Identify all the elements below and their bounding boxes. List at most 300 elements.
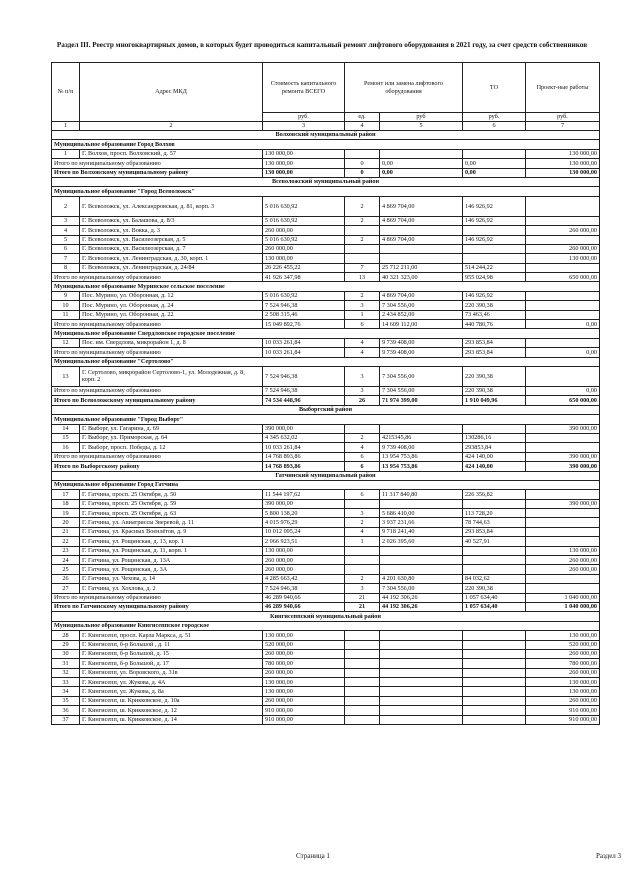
section-label: Раздел 3 — [596, 852, 622, 860]
table-row — [52, 546, 600, 555]
to-cell — [463, 424, 526, 433]
units-cell: 2 — [345, 518, 380, 527]
project-cell: 260 000,00 — [526, 244, 600, 253]
district-name: Всеволожский муниципальный район — [52, 177, 600, 186]
lift-cell — [380, 659, 463, 668]
lift-cell: 4 869 704,00 — [380, 196, 463, 216]
to-cell: 293 853,84 — [463, 527, 526, 536]
row-number: 19 — [52, 509, 80, 518]
units-cell — [345, 546, 380, 555]
table-row — [52, 149, 600, 158]
lift-cell: 9 739 408,00 — [380, 348, 463, 357]
lift-cell: 9 718 241,40 — [380, 527, 463, 536]
address-cell: Г. Сертолово, микрорайон Сертолово-1, ул. Молодежная, д. 8, корп. 2 — [80, 366, 263, 386]
lift-cell: 0,00 — [380, 159, 463, 168]
project-cell: 130 000,00 — [526, 687, 600, 696]
row-number: 27 — [52, 584, 80, 593]
project-cell: 130 000,00 — [526, 159, 600, 168]
cost-cell: 10 033 261,84 — [263, 443, 345, 452]
project-cell: 260 000,00 — [526, 696, 600, 705]
row-number: 21 — [52, 527, 80, 536]
table-row — [52, 254, 600, 263]
total-label: Итого по муниципальному образованию — [52, 273, 263, 282]
lift-cell: 13 954 753,86 — [380, 452, 463, 461]
address-cell: Г. Гатчина, просп. 25 Октября, д. 63 — [80, 509, 263, 518]
lift-cell — [380, 556, 463, 565]
cost-cell: 10 033 261,84 — [263, 348, 345, 357]
table-row — [52, 301, 600, 310]
units-cell: 21 — [345, 602, 380, 611]
lift-cell: 4 869 704,00 — [380, 216, 463, 225]
to-cell: 1 057 634,40 — [463, 593, 526, 602]
row-number: 11 — [52, 310, 80, 319]
row-number: 3 — [52, 216, 80, 225]
municipality-header-row — [52, 140, 600, 149]
units-cell — [345, 226, 380, 235]
lift-cell — [380, 668, 463, 677]
to-cell: 220 390,38 — [463, 386, 526, 395]
lift-cell: 5 686 410,00 — [380, 509, 463, 518]
municipality-name: Муниципальное образование Свердловское городское поселение — [52, 329, 600, 338]
project-cell: 390 000,00 — [526, 462, 600, 471]
row-number: 31 — [52, 659, 80, 668]
units-cell: 6 — [345, 320, 380, 329]
to-cell: 424 140,00 — [463, 462, 526, 471]
units-cell — [345, 565, 380, 574]
lift-cell — [380, 706, 463, 715]
cost-cell: 15 049 892,76 — [263, 320, 345, 329]
total-label: Итого по Волховскому муниципальному району — [52, 168, 263, 177]
lift-cell: 4 201 630,80 — [380, 574, 463, 583]
project-cell: 390 000,00 — [526, 424, 600, 433]
district-header-row — [52, 405, 600, 414]
document-title: Раздел III. Реестр многоквартирных домов, в которых будет проводиться капитальный ремонт лифтового оборудования в 2021 году, за счет средств собственников — [56, 41, 588, 49]
table-row — [52, 518, 600, 527]
cost-cell: 10 033 261,84 — [263, 338, 345, 347]
total-label: Итого по муниципальному образованию — [52, 348, 263, 357]
project-cell: 260 000,00 — [526, 226, 600, 235]
project-cell: 130 000,00 — [526, 149, 600, 158]
cost-cell: 390 000,00 — [263, 424, 345, 433]
municipality-name: Муниципальное образование Город Волхов — [52, 140, 600, 149]
address-cell: Пос. Мурино, ул. Оборонная, д. 12 — [80, 291, 263, 300]
cost-cell: 41 926 347,98 — [263, 273, 345, 282]
to-cell: 0,00 — [463, 168, 526, 177]
lift-cell: 3 937 231,66 — [380, 518, 463, 527]
table-row — [52, 443, 600, 452]
registry-body — [52, 131, 600, 725]
total-label: Итого по муниципальному образованию — [52, 452, 263, 461]
units-cell: 3 — [345, 584, 380, 593]
to-cell — [463, 696, 526, 705]
cost-cell: 130 000,00 — [263, 687, 345, 696]
unit-count: ед. — [345, 113, 380, 122]
address-cell: Г. Всеволожск, ул. Василеозерская, д. 5 — [80, 235, 263, 244]
to-cell: 146 926,92 — [463, 235, 526, 244]
cost-cell: 46 289 940,66 — [263, 593, 345, 602]
colnum-3: 3 — [263, 122, 345, 131]
district-name: Выборгский район — [52, 405, 600, 414]
to-cell — [463, 565, 526, 574]
units-cell: 13 — [345, 273, 380, 282]
row-number: 12 — [52, 338, 80, 347]
to-cell: 226 356,82 — [463, 490, 526, 499]
row-number: 29 — [52, 640, 80, 649]
units-cell: 2 — [345, 196, 380, 216]
table-row — [52, 226, 600, 235]
to-cell: 1 910 049,96 — [463, 396, 526, 405]
cost-cell: 130 000,00 — [263, 254, 345, 263]
table-row — [52, 565, 600, 574]
project-cell — [526, 443, 600, 452]
address-cell: Г. Гатчина, ул. Рощинская, д. 13, кор. 1 — [80, 537, 263, 546]
units-cell: 3 — [345, 386, 380, 395]
row-number: 35 — [52, 696, 80, 705]
table-row — [52, 659, 600, 668]
project-cell — [526, 310, 600, 319]
address-cell: Г. Кингисепп, б-р Большой, д. 15 — [80, 649, 263, 658]
to-cell — [463, 706, 526, 715]
row-number: 32 — [52, 668, 80, 677]
lift-cell: 2 026 395,60 — [380, 537, 463, 546]
lift-cell — [380, 499, 463, 508]
lift-cell: 4 869 704,00 — [380, 235, 463, 244]
cost-cell: 910 000,00 — [263, 706, 345, 715]
units-cell: 4 — [345, 443, 380, 452]
units-cell: 4 — [345, 338, 380, 347]
units-cell: 6 — [345, 490, 380, 499]
units-cell: 1 — [345, 310, 380, 319]
table-row — [52, 687, 600, 696]
address-cell: Г. Гатчина, ул. Чехова, д. 14 — [80, 574, 263, 583]
header-lift: Ремонт или замена лифтового оборудования — [345, 63, 463, 113]
project-cell — [526, 518, 600, 527]
cost-cell: 7 524 946,38 — [263, 584, 345, 593]
total-row — [52, 593, 600, 602]
header-project: Проект-ные работы — [526, 63, 600, 113]
address-cell: Г. Гатчина, ул. Красных Военлётов, д. 9 — [80, 527, 263, 536]
units-cell: 1 — [345, 537, 380, 546]
table-row — [52, 649, 600, 658]
cost-cell: 7 524 946,38 — [263, 366, 345, 386]
address-cell: Г. Кингисепп, б-р Большой , д. 11 — [80, 640, 263, 649]
to-cell: 220 390,38 — [463, 584, 526, 593]
cost-cell: 260 000,00 — [263, 696, 345, 705]
colnum-6: 6 — [463, 122, 526, 131]
to-cell: 78 744,63 — [463, 518, 526, 527]
lift-cell — [380, 254, 463, 263]
page-number: Страница 1 — [296, 852, 330, 860]
cost-cell: 74 534 448,96 — [263, 396, 345, 405]
row-number: 16 — [52, 443, 80, 452]
table-row — [52, 263, 600, 272]
project-cell — [526, 574, 600, 583]
cost-cell: 10 012 095,24 — [263, 527, 345, 536]
to-cell: 424 140,00 — [463, 452, 526, 461]
colnum-2: 2 — [80, 122, 263, 131]
to-cell: 955 024,98 — [463, 273, 526, 282]
address-cell: Г. Кингисепп, ш. Крикковское, д. 10а — [80, 696, 263, 705]
total-row — [52, 159, 600, 168]
row-number: 7 — [52, 254, 80, 263]
cost-cell: 5 016 630,92 — [263, 216, 345, 225]
district-header-row — [52, 131, 600, 140]
to-cell: 146 926,92 — [463, 216, 526, 225]
project-cell — [526, 366, 600, 386]
unit-cost: руб. — [263, 113, 345, 122]
address-cell: Пос. Мурино, ул. Оборонная, д. 24 — [80, 301, 263, 310]
cost-cell: 5 016 630,92 — [263, 196, 345, 216]
district-header-row — [52, 612, 600, 621]
units-cell — [345, 556, 380, 565]
units-cell — [345, 668, 380, 677]
table-row — [52, 235, 600, 244]
units-cell — [345, 696, 380, 705]
address-cell: Г. Кингисепп, б-р Большой, д. 17 — [80, 659, 263, 668]
lift-cell: 13 954 753,86 — [380, 462, 463, 471]
lift-cell: 71 974 399,00 — [380, 396, 463, 405]
project-cell — [526, 235, 600, 244]
total-row — [52, 386, 600, 395]
to-cell — [463, 687, 526, 696]
address-cell: Пос. им. Свердлова, микрорайон 1, д. 8 — [80, 338, 263, 347]
units-cell: 6 — [345, 462, 380, 471]
to-cell — [463, 631, 526, 640]
units-cell: 7 — [345, 263, 380, 272]
project-cell: 390 000,00 — [526, 452, 600, 461]
colnum-1: 1 — [52, 122, 80, 131]
row-number: 34 — [52, 687, 80, 696]
units-cell — [345, 149, 380, 158]
municipality-name: Муниципальное образование "Сертолово" — [52, 357, 600, 366]
address-cell: Г. Кингисепп, просп. Карла Маркса, д. 51 — [80, 631, 263, 640]
registry-table — [51, 62, 600, 725]
unit-to: руб. — [463, 113, 526, 122]
cost-cell: 130 000,00 — [263, 159, 345, 168]
table-row — [52, 433, 600, 442]
row-number: 18 — [52, 499, 80, 508]
table-row — [52, 556, 600, 565]
lift-cell — [380, 715, 463, 724]
lift-cell — [380, 226, 463, 235]
project-cell: 780 000,00 — [526, 659, 600, 668]
project-cell — [526, 216, 600, 225]
lift-cell: 2 434 852,00 — [380, 310, 463, 319]
lift-cell — [380, 687, 463, 696]
lift-cell: 9 739 408,00 — [380, 338, 463, 347]
row-number: 9 — [52, 291, 80, 300]
units-cell — [345, 706, 380, 715]
header-address: Адрес МКД — [80, 63, 263, 122]
lift-cell: 7 304 556,00 — [380, 366, 463, 386]
address-cell: Г. Кингисепп, ул. Жукова, д. 4А — [80, 678, 263, 687]
to-cell: 84 032,62 — [463, 574, 526, 583]
row-number: 23 — [52, 546, 80, 555]
total-row — [52, 168, 600, 177]
project-cell: 0,00 — [526, 348, 600, 357]
municipality-name: Муниципальное образование "Город Всеволожск" — [52, 187, 600, 196]
total-label: Итого по муниципальному образованию — [52, 159, 263, 168]
row-number: 13 — [52, 366, 80, 386]
total-label: Итого по Выборгскому району — [52, 462, 263, 471]
header-number: № п/п — [52, 63, 80, 122]
project-cell — [526, 527, 600, 536]
project-cell — [526, 291, 600, 300]
cost-cell: 7 524 946,38 — [263, 386, 345, 395]
lift-cell: 11 317 840,80 — [380, 490, 463, 499]
cost-cell: 11 544 197,62 — [263, 490, 345, 499]
project-cell: 910 000,00 — [526, 715, 600, 724]
units-cell: 0 — [345, 168, 380, 177]
row-number: 28 — [52, 631, 80, 640]
units-cell: 6 — [345, 452, 380, 461]
to-cell — [463, 678, 526, 687]
table-row — [52, 584, 600, 593]
unit-lift: руб — [380, 113, 463, 122]
to-cell: 73 463,46 — [463, 310, 526, 319]
cost-cell: 260 000,00 — [263, 556, 345, 565]
cost-cell: 4 015 976,29 — [263, 518, 345, 527]
cost-cell: 5 016 630,92 — [263, 235, 345, 244]
project-cell: 260 000,00 — [526, 649, 600, 658]
to-cell: 0,00 — [463, 159, 526, 168]
cost-cell: 130 000,00 — [263, 678, 345, 687]
units-cell — [345, 631, 380, 640]
lift-cell — [380, 244, 463, 253]
table-row — [52, 196, 600, 216]
to-cell: 40 527,91 — [463, 537, 526, 546]
municipality-name: Муниципальное образование Муринское сельское поселение — [52, 282, 600, 291]
project-cell: 520 000,00 — [526, 640, 600, 649]
units-cell: 3 — [345, 509, 380, 518]
to-cell — [463, 668, 526, 677]
units-cell: 2 — [345, 574, 380, 583]
total-label: Итого по Всеволожскому муниципальному району — [52, 396, 263, 405]
project-cell: 260 000,00 — [526, 565, 600, 574]
project-cell: 910 000,00 — [526, 706, 600, 715]
cost-cell: 260 000,00 — [263, 226, 345, 235]
row-number: 20 — [52, 518, 80, 527]
row-number: 10 — [52, 301, 80, 310]
cost-cell: 130 000,00 — [263, 631, 345, 640]
row-number: 15 — [52, 433, 80, 442]
address-cell: Г. Всеволожск, ул. Ленинградская, д. 30, корп. 1 — [80, 254, 263, 263]
project-cell — [526, 490, 600, 499]
to-cell — [463, 254, 526, 263]
units-cell: 0 — [345, 159, 380, 168]
cost-cell: 260 000,00 — [263, 668, 345, 677]
units-cell: 26 — [345, 396, 380, 405]
to-cell: 293 853,84 — [463, 338, 526, 347]
units-cell: 21 — [345, 593, 380, 602]
header-cost: Стоимость капитального ремонта ВСЕГО — [263, 63, 345, 113]
total-label: Итого по муниципальному образованию — [52, 386, 263, 395]
cost-cell: 260 000,00 — [263, 244, 345, 253]
unit-project: руб. — [526, 113, 600, 122]
to-cell — [463, 546, 526, 555]
to-cell: 130286,16 — [463, 433, 526, 442]
to-cell — [463, 149, 526, 158]
cost-cell: 260 000,00 — [263, 565, 345, 574]
table-row — [52, 291, 600, 300]
address-cell: Г. Кингисепп, ул. Воровского, д. 31в — [80, 668, 263, 677]
table-row — [52, 537, 600, 546]
table-row — [52, 631, 600, 640]
lift-cell: 25 712 211,00 — [380, 263, 463, 272]
units-cell — [345, 499, 380, 508]
total-row — [52, 452, 600, 461]
table-row — [52, 509, 600, 518]
project-cell: 130 000,00 — [526, 546, 600, 555]
municipality-name: Муниципальное образование "Город Выборг" — [52, 415, 600, 424]
address-cell: Г. Выборг, ул. Гагарина, д. 69 — [80, 424, 263, 433]
address-cell: Г. Волхов, просп. Волховский, д. 57 — [80, 149, 263, 158]
to-cell — [463, 244, 526, 253]
lift-cell — [380, 696, 463, 705]
units-cell — [345, 687, 380, 696]
to-cell: 113 728,20 — [463, 509, 526, 518]
address-cell: Г. Кингисепп, ш. Крикковское, д. 12 — [80, 706, 263, 715]
municipality-header-row — [52, 621, 600, 630]
lift-cell: 7 304 556,00 — [380, 584, 463, 593]
lift-cell: 44 192 306,26 — [380, 602, 463, 611]
district-header-row — [52, 177, 600, 186]
row-number: 36 — [52, 706, 80, 715]
project-cell: 650 000,00 — [526, 396, 600, 405]
row-number: 8 — [52, 263, 80, 272]
row-number: 4 — [52, 226, 80, 235]
cost-cell: 5 016 630,92 — [263, 291, 345, 300]
project-cell: 390 000,00 — [526, 499, 600, 508]
cost-cell: 520 000,00 — [263, 640, 345, 649]
municipality-name: Муниципальное образование Кингисеппское городское — [52, 621, 600, 630]
units-cell — [345, 424, 380, 433]
lift-cell — [380, 640, 463, 649]
address-cell: Г. Кингисепп, ш. Крикковское, д. 14 — [80, 715, 263, 724]
project-cell — [526, 537, 600, 546]
row-number: 1 — [52, 149, 80, 158]
project-cell — [526, 301, 600, 310]
project-cell — [526, 433, 600, 442]
municipality-header-row — [52, 187, 600, 196]
to-cell: 293853,84 — [463, 443, 526, 452]
cost-cell: 130 000,00 — [263, 149, 345, 158]
lift-cell — [380, 424, 463, 433]
table-row — [52, 668, 600, 677]
cost-cell: 260 000,00 — [263, 649, 345, 658]
row-number: 6 — [52, 244, 80, 253]
colnum-5: 5 — [380, 122, 463, 131]
total-label: Итого по Гатчинскому муниципальному району — [52, 602, 263, 611]
lift-cell: 14 609 112,00 — [380, 320, 463, 329]
municipality-name: Муниципальное образование Город Гатчина — [52, 480, 600, 489]
units-cell — [345, 659, 380, 668]
municipality-header-row — [52, 415, 600, 424]
project-cell: 260 000,00 — [526, 668, 600, 677]
address-cell: Г. Выборг, ул. Приморская, д. 64 — [80, 433, 263, 442]
cost-cell: 14 768 893,86 — [263, 462, 345, 471]
row-number: 24 — [52, 556, 80, 565]
to-cell: 514 244,22 — [463, 263, 526, 272]
district-name: Гатчинский муниципальный район — [52, 471, 600, 480]
project-cell — [526, 584, 600, 593]
total-row — [52, 462, 600, 471]
total-row — [52, 602, 600, 611]
row-number: 37 — [52, 715, 80, 724]
district-name: Волховский муниципальный район — [52, 131, 600, 140]
row-number: 22 — [52, 537, 80, 546]
units-cell — [345, 715, 380, 724]
